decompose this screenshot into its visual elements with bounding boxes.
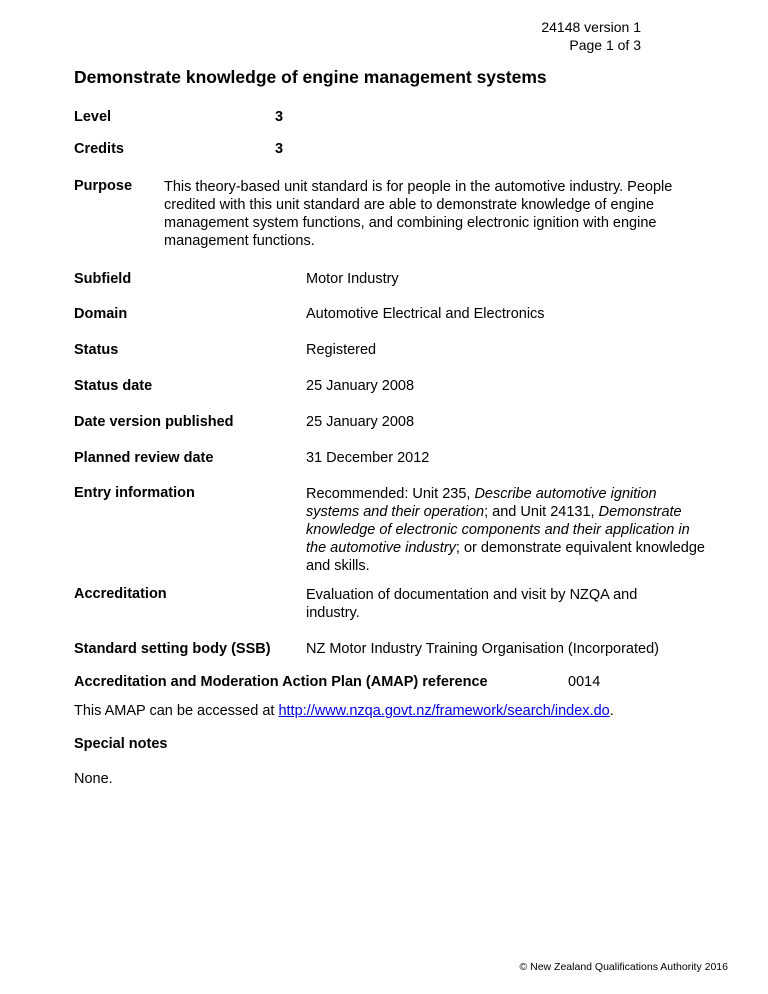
amap-label: Accreditation and Moderation Action Plan (AMAP) reference (74, 674, 488, 690)
subfield-value: Motor Industry (306, 271, 399, 287)
copyright-icon: © (519, 961, 528, 973)
special-notes-value: None. (74, 771, 113, 787)
subfield-label: Subfield (74, 271, 132, 287)
entry-information-text (306, 485, 706, 575)
amap-access-suffix: . (609, 703, 614, 719)
entry-text-3: ; or demonstrate equivalent knowledge and skills. (306, 540, 705, 574)
page-header (541, 18, 641, 54)
status-date-value: 25 January 2008 (306, 378, 415, 394)
purpose-text: This theory-based unit standard is for people in the automotive industry. People credited with this unit standard are able to demonstrate knowledge of engine management system functions, and combining electronic ignition with engine management functions. (164, 179, 673, 249)
version-label: 24148 version 1 (541, 19, 641, 35)
accreditation-value: Evaluation of documentation and visit by NZQA and industry. (306, 587, 638, 621)
entry-information-label: Entry information (74, 485, 195, 501)
domain-label: Domain (74, 306, 128, 322)
credits-label: Credits (74, 141, 124, 157)
ssb-label: Standard setting body (SSB) (74, 641, 271, 657)
level-value: 3 (275, 109, 284, 125)
accreditation-label: Accreditation (74, 586, 167, 602)
amap-link[interactable]: http://www.nzqa.govt.nz/framework/search/index.do (278, 703, 610, 719)
purpose-label: Purpose (74, 178, 133, 194)
date-published-value: 25 January 2008 (306, 414, 415, 430)
page-title: Demonstrate knowledge of engine management systems (74, 67, 547, 87)
special-notes-label: Special notes (74, 736, 168, 752)
review-date-label: Planned review date (74, 450, 214, 466)
domain-value: Automotive Electrical and Electronics (306, 306, 545, 322)
entry-unit-24131-title: Demonstrate knowledge of electronic components and their application in the automotive industry (306, 504, 690, 556)
level-label: Level (74, 109, 112, 125)
review-date-value: 31 December 2012 (306, 450, 430, 466)
amap-access-line (74, 703, 614, 719)
status-label: Status (74, 342, 119, 358)
amap-value: 0014 (568, 674, 601, 690)
footer-text: New Zealand Qualifications Authority 2016 (530, 961, 728, 973)
page-number: Page 1 of 3 (569, 37, 641, 53)
status-date-label: Status date (74, 378, 153, 394)
credits-value: 3 (275, 141, 284, 157)
date-published-label: Date version published (74, 414, 234, 430)
status-value: Registered (306, 342, 377, 358)
amap-access-prefix: This AMAP can be accessed at (74, 703, 279, 719)
footer-copyright (519, 961, 728, 973)
ssb-value: NZ Motor Industry Training Organisation (Incorporated) (306, 641, 659, 657)
entry-text-2: ; and Unit 24131, (484, 504, 599, 520)
entry-text-1: Recommended: Unit 235, (306, 486, 475, 502)
entry-unit-235-title: Describe automotive ignition systems and their operation (306, 486, 657, 520)
